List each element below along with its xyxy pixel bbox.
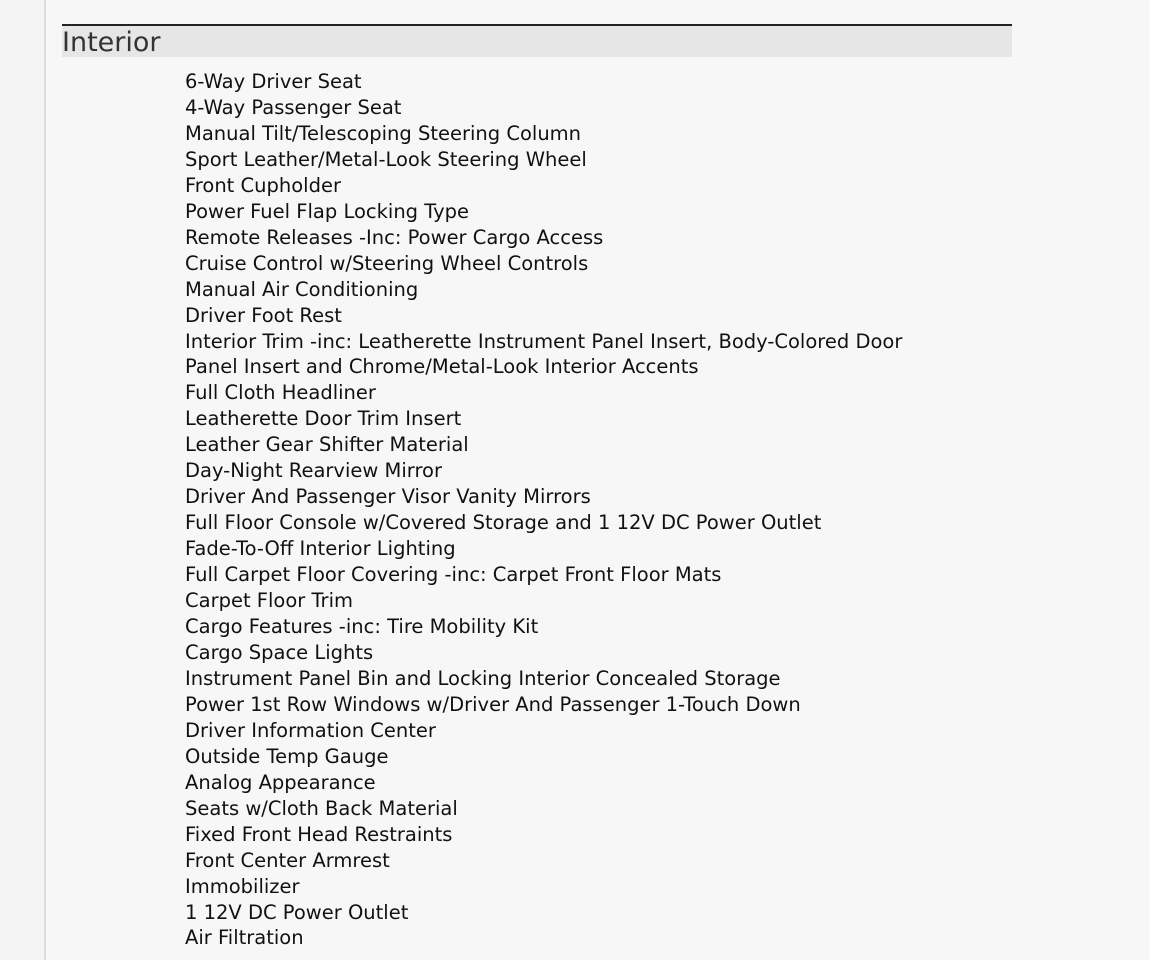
feature-item: Full Cloth Headliner [185, 381, 376, 405]
feature-item: Full Floor Console w/Covered Storage and 1 12V DC Power Outlet [185, 511, 822, 535]
feature-item: Driver Foot Rest [185, 303, 342, 327]
feature-item: Full Carpet Floor Covering -inc: Carpet Front Floor Mats [185, 563, 722, 587]
feature-item: Power Fuel Flap Locking Type [185, 199, 470, 223]
feature-item: Carpet Floor Trim [185, 589, 353, 613]
feature-item: Interior Trim -inc: Leatherette Instrument Panel Insert, Body-Colored Door [185, 329, 903, 353]
feature-item: Power 1st Row Windows w/Driver And Passenger 1-Touch Down [185, 692, 801, 716]
feature-item: Air Filtration [185, 926, 304, 950]
feature-item: Front Center Armrest [185, 848, 390, 872]
feature-item: Analog Appearance [185, 770, 376, 794]
feature-item: Leatherette Door Trim Insert [185, 407, 462, 431]
feature-item: Cargo Features -inc: Tire Mobility Kit [185, 615, 539, 639]
interior-section [62, 24, 1012, 950]
feature-item: 6-Way Driver Seat [185, 70, 362, 93]
feature-item: 1 12V DC Power Outlet [185, 900, 409, 924]
left-margin [0, 0, 46, 960]
feature-item: Day-Night Rearview Mirror [185, 459, 442, 483]
feature-item: Panel Insert and Chrome/Metal-Look Interior Accents [185, 355, 699, 379]
feature-item: Outside Temp Gauge [185, 744, 389, 768]
feature-item: Sport Leather/Metal-Look Steering Wheel [185, 147, 587, 171]
feature-item: Cargo Space Lights [185, 640, 374, 664]
feature-item: Driver Information Center [185, 718, 436, 742]
feature-item: Manual Tilt/Telescoping Steering Column [185, 121, 582, 145]
feature-item: Fade-To-Off Interior Lighting [185, 537, 456, 561]
feature-item: Fixed Front Head Restraints [185, 822, 453, 846]
feature-item: Cruise Control w/Steering Wheel Controls [185, 251, 589, 275]
content-panel [46, 0, 1149, 960]
feature-list [185, 69, 1005, 951]
feature-item: Immobilizer [185, 874, 300, 898]
section-title: Interior [62, 24, 1012, 57]
feature-item: Instrument Panel Bin and Locking Interior Concealed Storage [185, 666, 781, 690]
feature-item: Front Cupholder [185, 173, 341, 197]
feature-item: Leather Gear Shifter Material [185, 433, 469, 457]
feature-item: 4-Way Passenger Seat [185, 95, 402, 119]
feature-item: Remote Releases -Inc: Power Cargo Access [185, 225, 604, 249]
feature-item: Manual Air Conditioning [185, 277, 419, 301]
feature-item: Seats w/Cloth Back Material [185, 796, 458, 820]
feature-item: Driver And Passenger Visor Vanity Mirrors [185, 485, 591, 509]
